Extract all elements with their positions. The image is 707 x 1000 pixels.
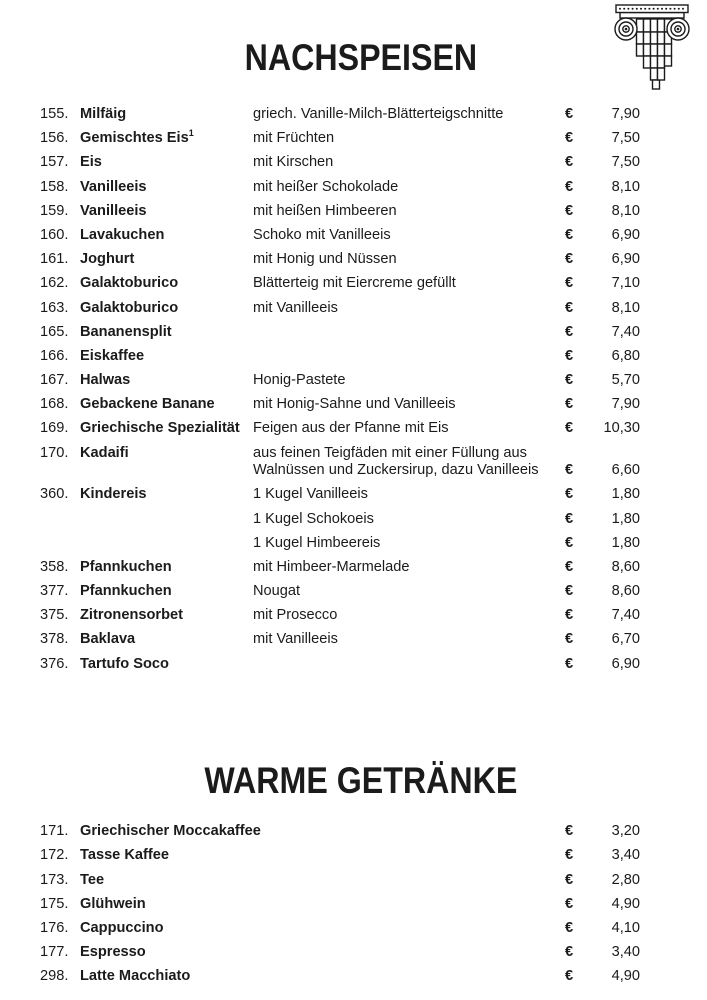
- item-price: 3,40: [611, 944, 640, 961]
- item-price: 4,10: [611, 919, 640, 936]
- currency-symbol: €: [565, 462, 574, 479]
- item-name: Bananensplit: [80, 323, 172, 340]
- menu-item-row: [40, 535, 640, 553]
- menu-section-hot-drinks: [0, 823, 707, 986]
- item-number: 157.: [40, 154, 69, 171]
- menu-item-row: [40, 944, 640, 962]
- item-name: Griechische Spezialität: [80, 420, 240, 437]
- item-price: 4,90: [611, 895, 640, 912]
- currency-symbol: €: [565, 323, 574, 340]
- item-number: 159.: [40, 202, 69, 219]
- item-name: Galaktoburico: [80, 299, 179, 316]
- currency-symbol: €: [565, 178, 574, 195]
- currency-symbol: €: [565, 607, 574, 624]
- item-number: 166.: [40, 347, 69, 364]
- item-name: Galaktoburico: [80, 275, 179, 292]
- item-price: 4,90: [611, 968, 640, 985]
- item-price: 6,90: [611, 251, 640, 268]
- item-name: Pfannkuchen: [80, 558, 172, 575]
- item-number: 360.: [40, 486, 69, 503]
- item-price: 7,90: [611, 396, 640, 413]
- item-price: 8,10: [611, 202, 640, 219]
- currency-symbol: €: [565, 347, 574, 364]
- currency-symbol: €: [565, 631, 574, 648]
- item-number: 177.: [40, 944, 69, 961]
- currency-symbol: €: [565, 583, 574, 600]
- item-number: 170.: [40, 444, 69, 461]
- menu-item-row: [40, 920, 640, 938]
- item-number: 158.: [40, 178, 69, 195]
- item-price: 6,90: [611, 655, 640, 672]
- section-title-warme-getraenke: WARME GETRÄNKE: [204, 760, 518, 802]
- currency-symbol: €: [565, 299, 574, 316]
- item-number: 298.: [40, 968, 69, 985]
- menu-item-row: [40, 179, 640, 197]
- currency-symbol: €: [565, 510, 574, 527]
- item-name: Griechischer Moccakaffee: [80, 823, 261, 840]
- item-price: 10,30: [603, 420, 640, 437]
- item-description: mit Honig und Nüssen: [253, 251, 397, 268]
- item-number: 156.: [40, 130, 69, 147]
- item-name: Vanilleeis: [80, 202, 147, 219]
- item-number: 162.: [40, 275, 69, 292]
- menu-item-row: [40, 203, 640, 221]
- item-price: 6,60: [611, 462, 640, 479]
- item-name: Espresso: [80, 944, 146, 961]
- item-price: 8,60: [611, 558, 640, 575]
- item-number: 377.: [40, 583, 69, 600]
- currency-symbol: €: [565, 420, 574, 437]
- item-price: 1,80: [611, 534, 640, 551]
- currency-symbol: €: [565, 396, 574, 413]
- item-number: 160.: [40, 226, 69, 243]
- item-number: 171.: [40, 823, 69, 840]
- item-number: 165.: [40, 323, 69, 340]
- item-name: Tasse Kaffee: [80, 847, 169, 864]
- menu-item-row: [40, 631, 640, 649]
- item-price: 7,40: [611, 607, 640, 624]
- menu-item-row: [40, 324, 640, 342]
- menu-item-row: [40, 106, 640, 124]
- currency-symbol: €: [565, 944, 574, 961]
- item-description: 1 Kugel Vanilleeis: [253, 486, 368, 503]
- item-price: 8,10: [611, 178, 640, 195]
- item-description: mit Honig-Sahne und Vanilleeis: [253, 396, 456, 413]
- item-price: 6,80: [611, 347, 640, 364]
- currency-symbol: €: [565, 486, 574, 503]
- currency-symbol: €: [565, 823, 574, 840]
- menu-item-row: [40, 251, 640, 269]
- item-description: Honig-Pastete: [253, 372, 346, 389]
- currency-symbol: €: [565, 202, 574, 219]
- item-name: Joghurt: [80, 251, 135, 268]
- item-name: Kadaifi: [80, 444, 129, 461]
- item-number: 176.: [40, 919, 69, 936]
- menu-item-row: [40, 896, 640, 914]
- item-description: griech. Vanille-Milch-Blätterteigschnitte: [253, 106, 504, 122]
- currency-symbol: €: [565, 226, 574, 243]
- item-number: 155.: [40, 106, 69, 122]
- menu-item-row: [40, 348, 640, 366]
- item-price: 7,50: [611, 130, 640, 147]
- item-number: 172.: [40, 847, 69, 864]
- currency-symbol: €: [565, 372, 574, 389]
- item-number: 358.: [40, 558, 69, 575]
- currency-symbol: €: [565, 968, 574, 985]
- item-name: Kindereis: [80, 486, 147, 503]
- item-price: 1,80: [611, 486, 640, 503]
- item-price: 7,50: [611, 154, 640, 171]
- item-description: mit Früchten: [253, 130, 335, 147]
- item-name: Cappuccino: [80, 919, 164, 936]
- item-name: Tee: [80, 871, 105, 888]
- item-price: 1,80: [611, 510, 640, 527]
- item-number: 161.: [40, 251, 69, 268]
- item-price: 6,70: [611, 631, 640, 648]
- item-name: Latte Macchiato: [80, 968, 191, 985]
- item-name: Vanilleeis: [80, 178, 147, 195]
- menu-item-row: [40, 372, 640, 390]
- item-number: 376.: [40, 655, 69, 672]
- item-description: 1 Kugel Schokoeis: [253, 510, 374, 527]
- item-description: aus feinen Teigfäden mit einer Füllung aus Walnüssen und Zuckersirup, dazu Vanilleeis: [253, 444, 539, 479]
- menu-item-row: [40, 445, 640, 480]
- currency-symbol: €: [565, 558, 574, 575]
- item-description: mit Vanilleeis: [253, 631, 338, 648]
- item-description: mit Prosecco: [253, 607, 338, 624]
- menu-item-row: [40, 275, 640, 293]
- item-number: 378.: [40, 631, 69, 648]
- item-description: mit heißer Schokolade: [253, 178, 399, 195]
- item-price: 8,60: [611, 583, 640, 600]
- item-description: mit Kirschen: [253, 154, 334, 171]
- item-number: 167.: [40, 372, 69, 389]
- item-number: 163.: [40, 299, 69, 316]
- menu-item-row: [40, 396, 640, 414]
- item-price: 2,80: [611, 871, 640, 888]
- menu-item-row: [40, 583, 640, 601]
- item-price: 6,90: [611, 226, 640, 243]
- item-number: 168.: [40, 396, 69, 413]
- item-name: Tartufo Soco: [80, 655, 169, 672]
- currency-symbol: €: [565, 871, 574, 888]
- currency-symbol: €: [565, 895, 574, 912]
- item-name: Eiskaffee: [80, 347, 145, 364]
- item-description: mit heißen Himbeeren: [253, 202, 397, 219]
- item-name: Gebackene Banane: [80, 396, 215, 413]
- item-description: mit Himbeer-Marmelade: [253, 558, 410, 575]
- currency-symbol: €: [565, 251, 574, 268]
- item-name: Pfannkuchen: [80, 583, 172, 600]
- menu-item-row: [40, 872, 640, 890]
- item-name: Glühwein: [80, 895, 146, 912]
- currency-symbol: €: [565, 130, 574, 147]
- menu-item-row: [40, 656, 640, 674]
- menu-item-row: [40, 486, 640, 504]
- item-description: mit Vanilleeis: [253, 299, 338, 316]
- item-number: 175.: [40, 895, 69, 912]
- currency-symbol: €: [565, 275, 574, 292]
- menu-section-desserts: [0, 106, 707, 673]
- item-price: 7,10: [611, 275, 640, 292]
- currency-symbol: €: [565, 154, 574, 171]
- menu-item-row: [40, 420, 640, 438]
- item-description: Feigen aus der Pfanne mit Eis: [253, 420, 449, 437]
- menu-item-row: [40, 511, 640, 529]
- item-price: 3,20: [611, 823, 640, 840]
- menu-item-row: [40, 607, 640, 625]
- item-name: Lavakuchen: [80, 226, 165, 243]
- item-price: 7,90: [611, 106, 640, 122]
- menu-item-row: [40, 847, 640, 865]
- item-number: 169.: [40, 420, 69, 437]
- currency-symbol: €: [565, 106, 574, 122]
- item-price: 8,10: [611, 299, 640, 316]
- currency-symbol: €: [565, 655, 574, 672]
- item-name: Gemischtes Eis$^1$: [80, 128, 194, 147]
- menu-item-row: [40, 823, 640, 841]
- menu-item-row: [40, 968, 640, 986]
- menu-item-row: [40, 130, 640, 148]
- menu-item-row: [40, 559, 640, 577]
- item-name: Baklava: [80, 631, 136, 648]
- item-price: 5,70: [611, 372, 640, 389]
- item-name: Halwas: [80, 372, 131, 389]
- item-name: Eis: [80, 154, 102, 171]
- item-number: 173.: [40, 871, 69, 888]
- currency-symbol: €: [565, 534, 574, 551]
- currency-symbol: €: [565, 847, 574, 864]
- menu-item-row: [40, 154, 640, 172]
- currency-symbol: €: [565, 919, 574, 936]
- item-description: Nougat: [253, 583, 301, 600]
- item-description: Schoko mit Vanilleeis: [253, 226, 391, 243]
- item-number: 375.: [40, 607, 69, 624]
- item-name: Milfäig: [80, 106, 127, 122]
- item-name: Zitronensorbet: [80, 607, 183, 624]
- item-description: 1 Kugel Himbeereis: [253, 534, 381, 551]
- item-price: 7,40: [611, 323, 640, 340]
- item-price: 3,40: [611, 847, 640, 864]
- section-title-nachspeisen: NACHSPEISEN: [244, 37, 478, 78]
- menu-item-row: [40, 227, 640, 245]
- item-description: Blätterteig mit Eiercreme gefüllt: [253, 275, 456, 292]
- menu-item-row: [40, 300, 640, 318]
